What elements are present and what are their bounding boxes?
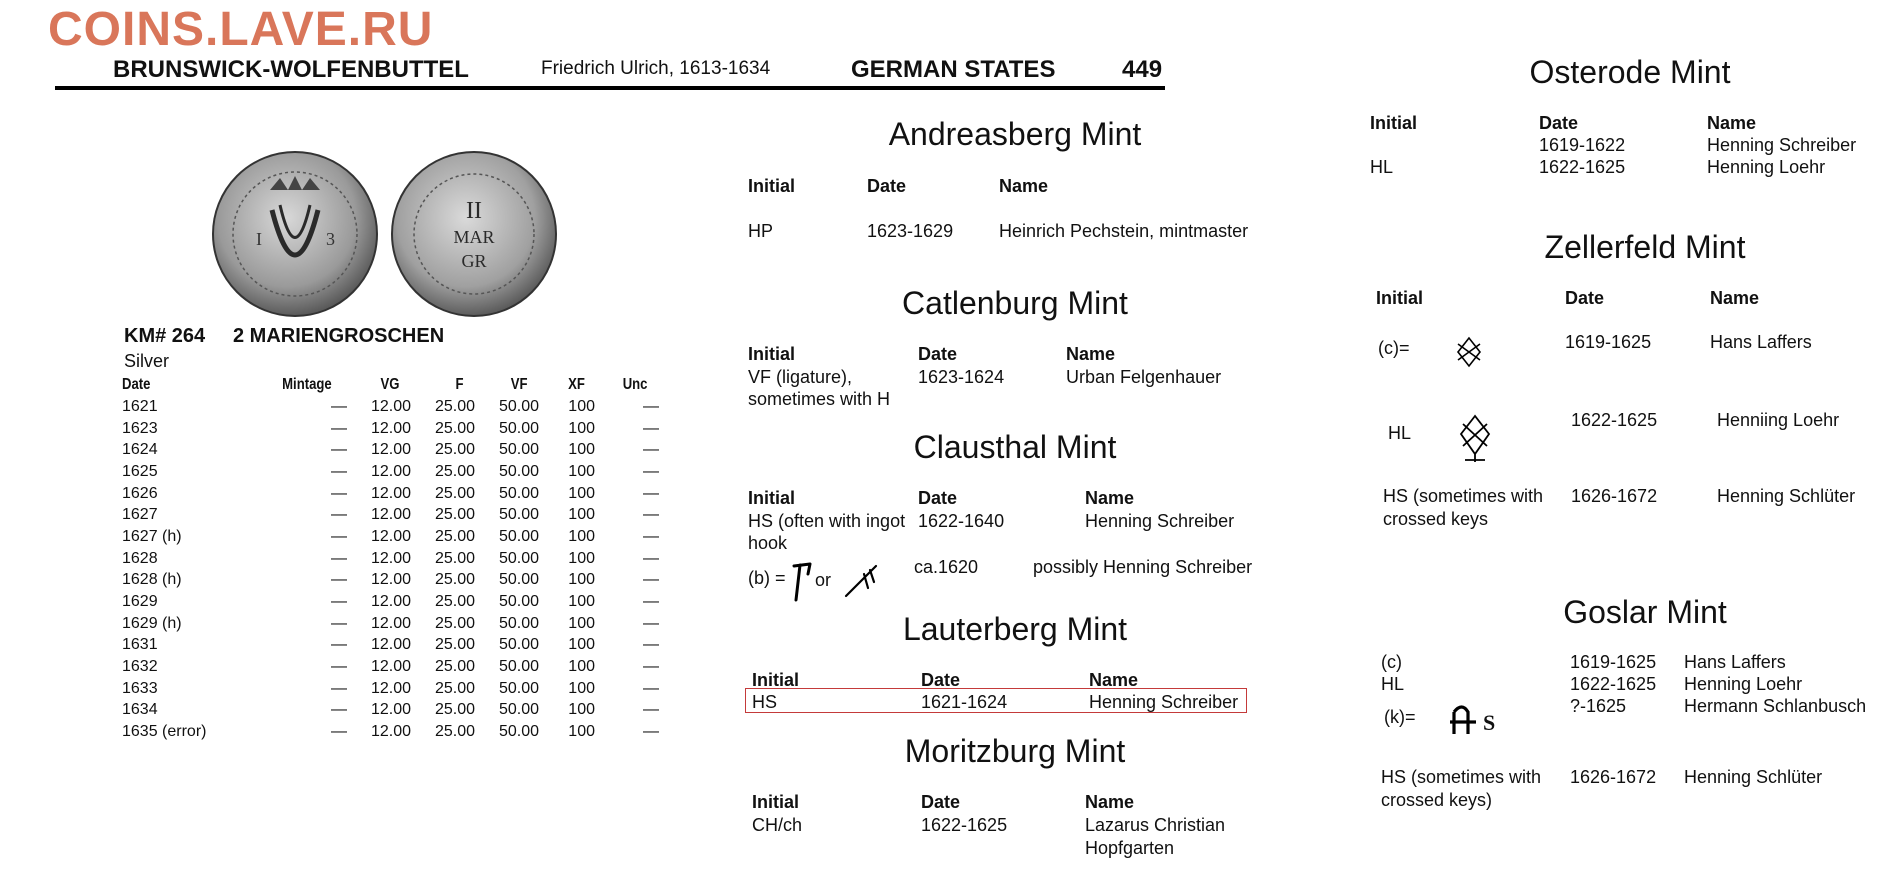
table-row [122,439,659,461]
table-cell: 50.00 [498,571,539,589]
andreasberg-name-label: Name [999,176,1049,196]
table-cell: — [643,593,659,611]
table-cell: — [331,701,347,719]
table-cell: 12.00 [370,549,411,567]
coin-reverse-image [390,150,558,318]
zellerfeld-row1-name: Hans Laffers [1710,332,1812,352]
osterode-row1-name: Henning Schreiber [1707,135,1857,155]
andreasberg-date-label: Date [867,176,907,196]
osterode-title: Osterode Mint [1529,54,1731,90]
col-unc: Unc [622,376,648,393]
clausthal-mark-or: or [815,570,832,590]
denomination: 2 MARIENGROSCHEN [233,325,445,347]
goslar-row4-name: Henning Schlüter [1684,767,1823,787]
table-row [122,656,659,678]
zellerfeld-row2-date: 1622-1625 [1571,410,1658,430]
table-cell: 100 [568,397,595,415]
table-cell: — [331,658,347,676]
col-mintage: Mintage [282,376,332,393]
table-cell: 100 [568,614,595,632]
table-cell: — [643,636,659,654]
table-cell: 12.00 [370,636,411,654]
moritzburg-initial: CH/ch [752,815,803,835]
col-vf: VF [510,376,528,393]
clausthal-mark-date: ca.1620 [914,557,979,577]
table-cell: 1621 [122,397,158,415]
ruler-subtitle: Friedrich Ulrich, 1613-1634 [541,58,771,79]
catlenburg-initial-line1: VF (ligature), [748,367,853,387]
osterode-initial-label: Initial [1370,113,1418,133]
table-cell: 100 [568,549,595,567]
table-cell: 1629 (h) [122,614,182,632]
table-cell: 1633 [122,679,158,697]
lauterberg-title: Lauterberg Mint [902,611,1128,647]
km-number: KM# 264 [124,325,206,347]
table-cell: 100 [568,419,595,437]
table-row [122,526,659,548]
clausthal-title: Clausthal Mint [913,429,1117,465]
table-cell: — [643,679,659,697]
goslar-row4-initial-line1: HS (sometimes with [1381,767,1542,787]
table-cell: — [643,701,659,719]
osterode-row1-date: 1619-1622 [1539,135,1626,155]
goslar-row3-date: ?-1625 [1570,696,1627,716]
table-row [122,613,659,635]
catlenburg-initial-label: Initial [748,344,796,364]
table-cell: 12.00 [370,484,411,502]
lauterberg-date-label: Date [921,670,961,690]
table-row [122,418,659,440]
table-cell: 1625 [122,462,158,480]
table-cell: 12.00 [370,679,411,697]
lauterberg-name: Henning Schreiber [1089,692,1239,712]
table-cell: 12.00 [370,441,411,459]
table-row [122,570,659,592]
zellerfeld-name-label: Name [1710,288,1760,308]
table-cell: 100 [568,527,595,545]
osterode-row2-name: Henning Loehr [1707,157,1826,177]
price-table-body [122,396,659,743]
table-cell: 25.00 [434,462,475,480]
table-cell: 50.00 [498,723,539,741]
table-cell: 50.00 [498,549,539,567]
zellerfeld-row1-date: 1619-1625 [1565,332,1652,352]
table-cell: 50.00 [498,506,539,524]
goslar-row3-name: Hermann Schlanbusch [1684,696,1867,716]
site-watermark: COINS.LAVE.RU [48,3,434,56]
table-cell: — [331,679,347,697]
table-cell: — [643,419,659,437]
table-cell: — [331,397,347,415]
table-cell: 100 [568,679,595,697]
table-cell: — [331,571,347,589]
table-cell: — [643,527,659,545]
table-cell: 25.00 [434,419,475,437]
table-cell: 1628 [122,549,158,567]
goslar-row1-name: Hans Laffers [1684,652,1786,672]
table-cell: — [643,441,659,459]
table-cell: 25.00 [434,397,475,415]
table-cell: — [331,484,347,502]
table-cell: — [331,549,347,567]
clausthal-mark-name: possibly Henning Schreiber [1033,557,1253,577]
col-f: F [455,376,464,393]
table-cell: 1631 [122,636,158,654]
svg-text:GR: GR [461,251,487,271]
table-cell: 100 [568,701,595,719]
catlenburg-name-label: Name [1066,344,1116,364]
table-cell: — [331,462,347,480]
mintmark-hl-glyph [1455,412,1495,464]
moritzburg-title: Moritzburg Mint [904,733,1126,769]
zellerfeld-row1-initial: (c)= [1378,338,1410,358]
table-cell: 25.00 [434,441,475,459]
table-cell: 50.00 [498,527,539,545]
clausthal-mark-prefix: (b) = [748,568,786,588]
moritzburg-date-label: Date [921,792,961,812]
table-row [122,396,659,418]
moritzburg-date: 1622-1625 [921,815,1008,835]
goslar-row2-name: Henning Loehr [1684,674,1803,694]
table-cell: 50.00 [498,441,539,459]
coin-obverse-image [210,150,380,318]
svg-text:MAR: MAR [453,227,495,247]
table-cell: 100 [568,658,595,676]
table-cell: 100 [568,571,595,589]
price-table [122,374,659,743]
table-row [122,721,659,743]
table-cell: 1623 [122,419,158,437]
table-row [122,548,659,570]
table-cell: 50.00 [498,484,539,502]
goslar-title: Goslar Mint [1563,594,1727,630]
table-cell: — [331,441,347,459]
clausthal-date: 1622-1640 [918,511,1005,531]
table-cell: — [643,549,659,567]
table-cell: 12.00 [370,593,411,611]
mintmark-b-glyph-1 [790,560,816,604]
table-cell: 25.00 [434,506,475,524]
table-cell: 12.00 [370,723,411,741]
table-cell: 50.00 [498,658,539,676]
table-cell: 1627 (h) [122,527,182,545]
clausthal-initial-line1: HS (often with ingot [748,511,906,531]
table-cell: 50.00 [498,419,539,437]
table-cell: 25.00 [434,636,475,654]
table-cell: 1629 [122,593,158,611]
table-cell: — [643,484,659,502]
zellerfeld-row2-name: Henniing Loehr [1717,410,1840,430]
state-title: BRUNSWICK-WOLFENBUTTEL [113,56,469,83]
table-cell: 25.00 [434,614,475,632]
catlenburg-title: Catlenburg Mint [902,285,1128,321]
table-cell: 25.00 [434,723,475,741]
header-rule [55,86,1165,90]
metal-label: Silver [124,351,170,371]
table-cell: — [331,506,347,524]
table-cell: — [643,614,659,632]
moritzburg-name-line1: Lazarus Christian [1085,815,1226,835]
table-cell: 100 [568,593,595,611]
zellerfeld-title: Zellerfeld Mint [1544,229,1746,265]
andreasberg-name: Heinrich Pechstein, mintmaster [999,221,1249,241]
osterode-row2-date: 1622-1625 [1539,157,1626,177]
clausthal-name-label: Name [1085,488,1135,508]
goslar-row1-initial: (c) [1381,652,1402,672]
table-row [122,635,659,657]
table-cell: — [331,527,347,545]
goslar-row2-initial: HL [1381,674,1405,694]
table-cell: 50.00 [498,462,539,480]
table-cell: 12.00 [370,701,411,719]
table-cell: — [331,723,347,741]
clausthal-date-label: Date [918,488,958,508]
table-cell: — [331,419,347,437]
table-cell: — [331,614,347,632]
table-cell: 12.00 [370,419,411,437]
mintmark-k-glyph [1448,700,1478,736]
table-cell: 25.00 [434,527,475,545]
catlenburg-date-label: Date [918,344,958,364]
catlenburg-date: 1623-1624 [918,367,1005,387]
mintmark-b-glyph-2 [842,560,882,600]
table-cell: 100 [568,441,595,459]
table-cell: — [643,397,659,415]
table-cell: 1626 [122,484,158,502]
osterode-date-label: Date [1539,113,1579,133]
goslar-row4-date: 1626-1672 [1570,767,1657,787]
table-cell: 1627 [122,506,158,524]
table-cell: 1632 [122,658,158,676]
table-cell: 100 [568,723,595,741]
table-cell: 100 [568,462,595,480]
table-cell: 25.00 [434,484,475,502]
zellerfeld-row2-initial: HL [1388,423,1412,443]
zellerfeld-row3-date: 1626-1672 [1571,486,1658,506]
table-cell: 12.00 [370,506,411,524]
price-table-header [122,374,659,396]
table-cell: 12.00 [370,614,411,632]
andreasberg-initial-label: Initial [748,176,796,196]
section-title: GERMAN STATES [851,56,1056,83]
andreasberg-date: 1623-1629 [867,221,954,241]
table-cell: 50.00 [498,636,539,654]
moritzburg-initial-label: Initial [752,792,800,812]
table-cell: 50.00 [498,614,539,632]
table-cell: 25.00 [434,679,475,697]
table-cell: 50.00 [498,701,539,719]
table-cell: 12.00 [370,527,411,545]
zellerfeld-date-label: Date [1565,288,1605,308]
catlenburg-initial-line2: sometimes with H [748,389,891,409]
table-cell: 25.00 [434,593,475,611]
moritzburg-name-label: Name [1085,792,1135,812]
table-cell: 100 [568,506,595,524]
osterode-name-label: Name [1707,113,1757,133]
table-cell: 1624 [122,441,158,459]
table-cell: 50.00 [498,679,539,697]
clausthal-initial-label: Initial [748,488,796,508]
table-cell: — [331,636,347,654]
andreasberg-initial: HP [748,221,774,241]
clausthal-name: Henning Schreiber [1085,511,1235,531]
table-cell: 12.00 [370,397,411,415]
table-row [122,504,659,526]
goslar-mark-letter: S [1483,710,1496,735]
table-cell: 12.00 [370,462,411,480]
table-cell: — [643,506,659,524]
andreasberg-title: Andreasberg Mint [888,116,1142,152]
zellerfeld-row3-initial-line2: crossed keys [1383,509,1489,529]
goslar-row3-initial: (k)= [1384,707,1416,727]
svg-text:3: 3 [326,229,335,249]
moritzburg-name-line2: Hopfgarten [1085,838,1175,858]
table-cell: — [643,723,659,741]
table-cell: 25.00 [434,658,475,676]
svg-text:I: I [256,229,262,249]
lauterberg-date: 1621-1624 [921,692,1008,712]
table-cell: 50.00 [498,397,539,415]
table-row [122,483,659,505]
lauterberg-initial-label: Initial [752,670,800,690]
table-row [122,461,659,483]
table-cell: — [643,462,659,480]
table-cell: — [643,658,659,676]
table-cell: 25.00 [434,549,475,567]
table-cell: 100 [568,636,595,654]
osterode-row2-initial: HL [1370,157,1394,177]
svg-text:II: II [466,198,482,224]
table-cell: — [331,593,347,611]
table-row [122,678,659,700]
table-cell: 50.00 [498,593,539,611]
table-cell: 1634 [122,701,158,719]
goslar-row1-date: 1619-1625 [1570,652,1657,672]
lauterberg-name-label: Name [1089,670,1139,690]
zellerfeld-initial-label: Initial [1376,288,1424,308]
table-cell: 1628 (h) [122,571,182,589]
table-cell: 1635 (error) [122,723,207,741]
table-row [122,591,659,613]
table-cell: 12.00 [370,658,411,676]
table-cell: 100 [568,484,595,502]
zellerfeld-row3-initial-line1: HS (sometimes with [1383,486,1544,506]
col-vg: VG [380,376,400,393]
zellerfeld-row3-name: Henning Schlüter [1717,486,1856,506]
col-xf: XF [568,376,585,393]
clausthal-initial-line2: hook [748,533,788,553]
table-row [122,700,659,722]
mintmark-c-glyph [1452,336,1486,368]
page-number: 449 [1122,56,1163,83]
table-cell: 25.00 [434,571,475,589]
goslar-row4-initial-line2: crossed keys) [1381,790,1493,810]
catlenburg-name: Urban Felgenhauer [1066,367,1222,387]
lauterberg-initial: HS [752,692,778,712]
table-cell: 12.00 [370,571,411,589]
col-date: Date [122,376,151,393]
table-cell: 25.00 [434,701,475,719]
goslar-row2-date: 1622-1625 [1570,674,1657,694]
table-cell: — [643,571,659,589]
